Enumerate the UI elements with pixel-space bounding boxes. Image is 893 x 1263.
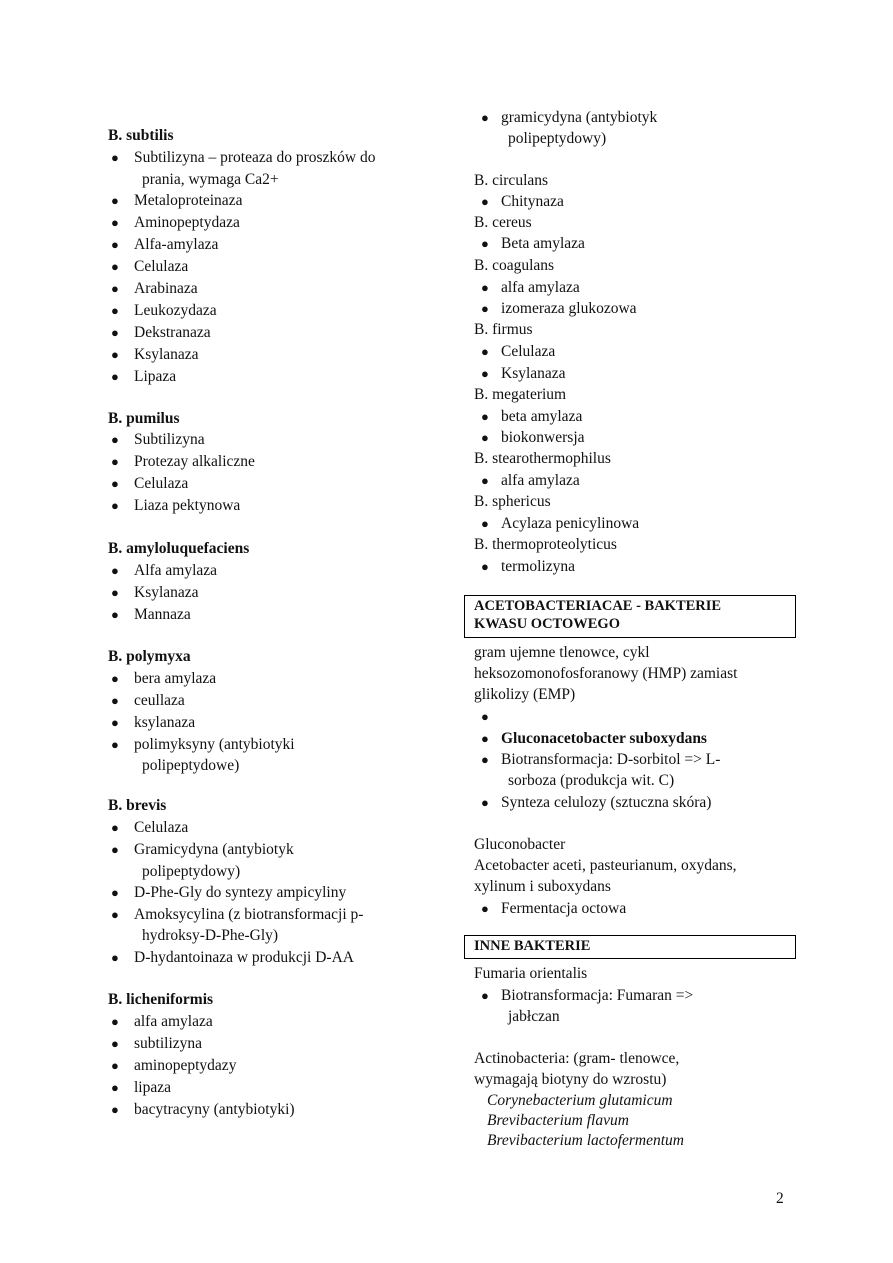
text-line: wymagają biotyny do wzrostu) [474,1071,667,1088]
list-item: Fermentacja octowa [501,900,627,917]
list-item: Celulaza [134,819,189,836]
bullet-dot: ● [111,215,119,230]
list-item: Protezay alkaliczne [134,453,255,470]
list-item: Alfa-amylaza [134,236,219,253]
list-item: Subtilizyna – proteaza do proszków do [134,149,376,166]
list-item: Acylaza penicylinowa [501,515,640,532]
bullet-dot: ● [111,842,119,857]
section-heading: B. amyloluquefaciens [108,540,250,557]
bullet-dot: ● [111,325,119,340]
list-item: Biotransformacja: Fumaran => [501,987,694,1004]
list-item: polipeptydowy) [508,130,607,147]
bullet-dot: ● [481,988,489,1003]
bullet-dot: ● [111,432,119,447]
species-name: Brevibacterium flavum [487,1112,629,1129]
list-item: Metaloproteinaza [134,192,243,209]
section-heading: B. firmus [474,321,533,338]
list-item: ceullaza [134,692,185,709]
bullet-dot: ● [481,236,489,251]
list-item: Biotransformacja: D-sorbitol => L- [501,751,721,768]
bullet-dot: ● [111,193,119,208]
bullet-dot: ● [481,409,489,424]
list-item: Amoksycylina (z biotransformacji p- [134,906,364,923]
section-heading: B. brevis [108,797,167,814]
description-line: heksozomonofosforanowy (HMP) zamiast [474,665,738,682]
list-item: Ksylanaza [134,346,199,363]
section-heading: B. megaterium [474,386,567,403]
bullet-dot: ● [111,715,119,730]
bullet-dot: ● [481,559,489,574]
bullet-dot: ● [111,1014,119,1029]
section-heading: B. circulans [474,172,549,189]
description-line: glikolizy (EMP) [474,686,576,703]
section-heading: B. thermoproteolyticus [474,536,617,553]
list-item: Leukozydaza [134,302,217,319]
list-item: Celulaza [501,343,556,360]
box-title-line: KWASU OCTOWEGO [474,616,620,632]
list-item: bera amylaza [134,670,217,687]
list-item: Aminopeptydaza [134,214,240,231]
description-line: gram ujemne tlenowce, cykl [474,644,650,661]
list-item: aminopeptydazy [134,1057,237,1074]
list-item: beta amylaza [501,408,583,425]
section-box-inne [464,935,796,959]
section-box-acetobacteriaceae [464,595,796,638]
bullet-dot: ● [111,907,119,922]
section-heading: B. coagulans [474,257,555,274]
bullet-dot: ● [111,820,119,835]
bullet-dot: ● [111,259,119,274]
section-heading: B. cereus [474,214,532,231]
bullet-dot: ● [481,366,489,381]
bullet-dot: ● [111,950,119,965]
list-item: polipeptydowe) [142,757,240,774]
box-title-line: ACETOBACTERIACAE - BAKTERIE [474,598,722,614]
section-heading: B. stearothermophilus [474,450,611,467]
text-line: xylinum i suboxydans [474,878,611,895]
bullet-dot: ● [481,110,489,125]
section-heading: B. subtilis [108,127,174,144]
bullet-dot: ● [111,498,119,513]
list-item: Dekstranaza [134,324,211,341]
list-item: D-Phe-Gly do syntezy ampicyliny [134,884,347,901]
text-line: Fumaria orientalis [474,965,588,982]
bullet-dot: ● [481,901,489,916]
bullet-dot: ● [111,303,119,318]
list-item: Ksylanaza [501,365,566,382]
bullet-dot: ● [111,1080,119,1095]
list-item: Lipaza [134,368,177,385]
bullet-dot: ● [111,563,119,578]
section-heading: B. licheniformis [108,991,214,1008]
bullet-dot: ● [481,473,489,488]
bullet-dot: ● [481,516,489,531]
bullet-dot: ● [111,1058,119,1073]
list-item: jabłczan [508,1008,560,1025]
list-item: Celulaza [134,258,189,275]
list-item: polipeptydowy) [142,863,241,880]
list-item: biokonwersja [501,429,585,446]
bullet-dot: ● [111,607,119,622]
bullet-dot: ● [481,301,489,316]
list-item: D-hydantoinaza w produkcji D-AA [134,949,354,966]
bullet-dot: ● [111,281,119,296]
list-item: Gluconacetobacter suboxydans [501,730,707,747]
species-name: Corynebacterium glutamicum [487,1092,673,1109]
section-heading: B. pumilus [108,410,180,427]
bullet-dot: ● [481,752,489,767]
bullet-dot: ● [111,671,119,686]
list-item: alfa amylaza [501,472,580,489]
bullet-dot: ● [111,454,119,469]
list-item: Arabinaza [134,280,198,297]
list-item: Beta amylaza [501,235,585,252]
list-item: subtilizyna [134,1035,203,1052]
bullet-dot: ● [111,585,119,600]
bullet-dot: ● [111,369,119,384]
bullet-dot: ● [111,237,119,252]
bullet-dot: ● [111,476,119,491]
bullet-dot: ● [111,1036,119,1051]
list-item: Alfa amylaza [134,562,218,579]
page-number: 2 [776,1190,784,1207]
bullet-dot: ● [481,430,489,445]
list-item: Liaza pektynowa [134,497,241,514]
section-heading: B. sphericus [474,493,551,510]
list-item: Mannaza [134,606,191,623]
list-item: alfa amylaza [501,279,580,296]
list-item: sorboza (produkcja wit. C) [508,772,675,789]
list-item: hydroksy-D-Phe-Gly) [142,927,279,944]
list-item: izomeraza glukozowa [501,300,637,317]
bullet-dot: ● [481,795,489,810]
bullet-dot: ● [481,731,489,746]
text-line: Gluconobacter [474,836,566,853]
list-item: Chitynaza [501,193,564,210]
bullet-dot: ● [111,693,119,708]
bullet-dot: ● [111,885,119,900]
bullet-dot: ● [111,150,119,165]
list-item: prania, wymaga Ca2+ [142,171,279,188]
text-line: Acetobacter aceti, pasteurianum, oxydans, [474,857,737,874]
list-item: termolizyna [501,558,576,575]
list-item: Subtilizyna [134,431,205,448]
list-item: alfa amylaza [134,1013,213,1030]
bullet-dot: ● [111,737,119,752]
text-line: Actinobacteria: (gram- tlenowce, [474,1050,680,1067]
list-item: polimyksyny (antybiotyki [134,736,295,753]
list-item: Celulaza [134,475,189,492]
list-item: gramicydyna (antybiotyk [501,109,658,126]
species-name: Brevibacterium lactofermentum [487,1132,684,1149]
bullet-dot: ● [111,347,119,362]
list-item: ksylanaza [134,714,196,731]
list-item: bacytracyny (antybiotyki) [134,1101,295,1118]
section-heading: B. polymyxa [108,648,191,665]
list-item: Ksylanaza [134,584,199,601]
list-item: lipaza [134,1079,172,1096]
bullet-dot: ● [481,344,489,359]
list-item: Gramicydyna (antybiotyk [134,841,294,858]
bullet-dot: ● [481,194,489,209]
bullet-dot: ● [481,709,489,724]
list-item: Synteza celulozy (sztuczna skóra) [501,794,712,811]
bullet-dot: ● [111,1102,119,1117]
bullet-dot: ● [481,280,489,295]
box-title-line: INNE BAKTERIE [474,938,591,954]
